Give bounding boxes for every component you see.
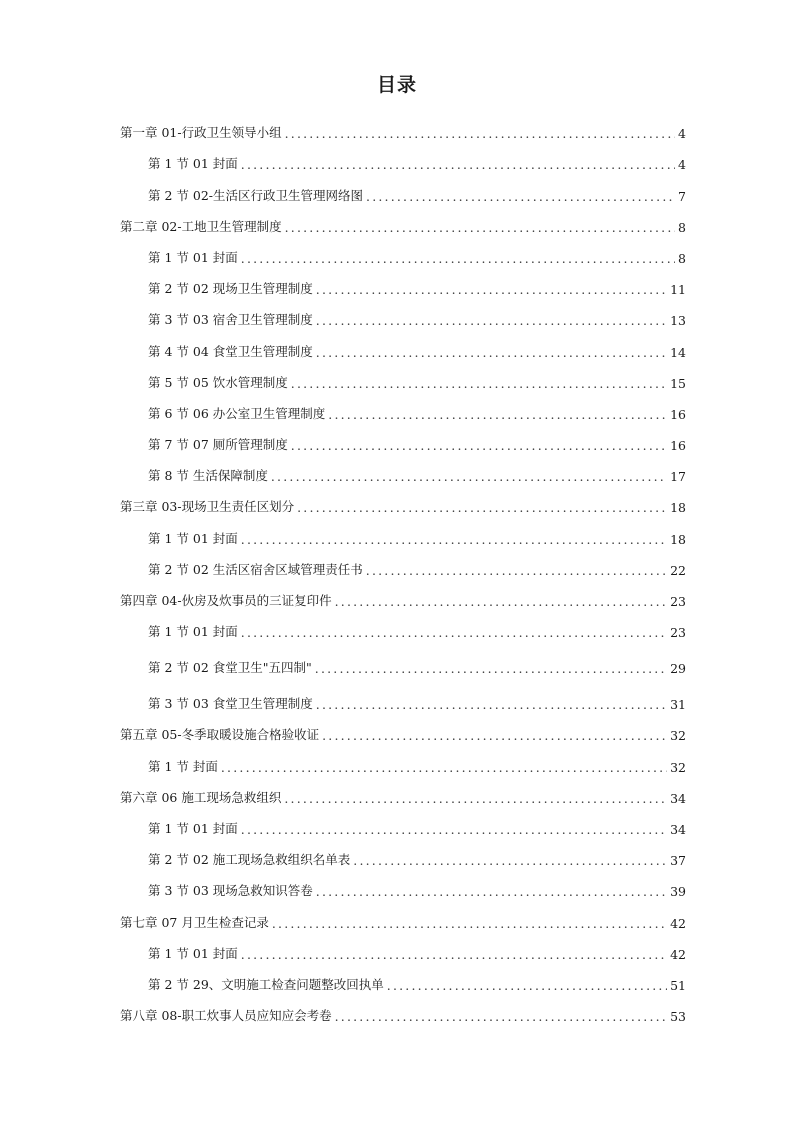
toc-entry-label: 第 5 节 05 饮水管理制度 xyxy=(148,374,288,390)
toc-page-number: 31 xyxy=(670,697,686,713)
toc-section-entry[interactable] xyxy=(120,297,686,328)
toc-page-number: 8 xyxy=(678,250,686,266)
toc-page-number: 7 xyxy=(678,188,686,204)
toc-page-number: 51 xyxy=(670,977,686,993)
toc-entry-label: 第 3 节 03 食堂卫生管理制度 xyxy=(148,696,313,712)
toc-dot-leader xyxy=(285,126,675,141)
toc-page-number: 14 xyxy=(670,344,686,360)
toc-entry-label: 第 1 节 01 封面 xyxy=(148,945,238,961)
toc-entry-label: 第一章 01-行政卫生领导小组 xyxy=(120,125,282,141)
toc-entry-label: 第 2 节 02 施工现场急救组织名单表 xyxy=(148,852,351,868)
page-title: 目录 xyxy=(376,74,417,96)
toc-entry-label: 第七章 07 月卫生检查记录 xyxy=(120,914,269,930)
toc-dot-leader xyxy=(316,313,667,328)
toc-page-number: 53 xyxy=(670,1009,686,1025)
toc-entry-label: 第 3 节 03 宿舍卫生管理制度 xyxy=(148,312,313,328)
toc-page-number: 42 xyxy=(670,915,686,931)
toc-section-entry[interactable] xyxy=(120,328,686,359)
toc-dot-leader xyxy=(366,189,675,204)
toc-dot-leader xyxy=(241,532,667,547)
toc-section-entry[interactable] xyxy=(120,806,686,837)
toc-dot-leader xyxy=(241,822,667,837)
toc-section-entry[interactable] xyxy=(120,453,686,484)
toc-dot-leader xyxy=(328,407,667,422)
toc-section-entry[interactable] xyxy=(120,515,686,546)
toc-page-number: 16 xyxy=(670,438,686,454)
toc-dot-leader xyxy=(387,978,667,993)
toc-page-number: 16 xyxy=(670,406,686,422)
toc-section-entry[interactable] xyxy=(120,422,686,453)
toc-entry-label: 第二章 02-工地卫生管理制度 xyxy=(120,218,282,234)
toc-section-entry[interactable] xyxy=(120,547,686,578)
toc-entry-label: 第 1 节 01 封面 xyxy=(148,156,238,172)
toc-dot-leader xyxy=(316,282,667,297)
toc-page-number: 8 xyxy=(678,219,686,235)
toc-page-number: 29 xyxy=(670,661,686,677)
toc-page-number: 4 xyxy=(678,126,686,142)
toc-section-entry[interactable] xyxy=(120,172,686,203)
toc-entry-label: 第 1 节 01 封面 xyxy=(148,820,238,836)
toc-dot-leader xyxy=(335,1009,667,1024)
toc-entry-label: 第 2 节 29、文明施工检查问题整改回执单 xyxy=(148,976,384,992)
toc-page-number: 39 xyxy=(670,884,686,900)
toc-dot-leader xyxy=(335,594,667,609)
toc-entry-label: 第五章 05-冬季取暖设施合格验收证 xyxy=(120,727,320,743)
toc-section-entry[interactable] xyxy=(120,235,686,266)
toc-entry-label: 第 4 节 04 食堂卫生管理制度 xyxy=(148,343,313,359)
toc-dot-leader xyxy=(316,697,667,712)
toc-dot-leader xyxy=(284,791,667,806)
toc-dot-leader xyxy=(297,500,667,515)
toc-entry-label: 第 1 节 01 封面 xyxy=(148,624,238,640)
toc-section-entry[interactable] xyxy=(120,266,686,297)
toc-page-number: 22 xyxy=(670,562,686,578)
toc-section-entry[interactable] xyxy=(120,743,686,774)
toc-dot-leader xyxy=(241,251,675,266)
toc-page-number: 23 xyxy=(670,625,686,641)
toc-chapter-entry[interactable] xyxy=(120,899,686,930)
toc-chapter-entry[interactable] xyxy=(120,484,686,515)
toc-page-number: 13 xyxy=(670,313,686,329)
toc-dot-leader xyxy=(272,916,667,931)
toc-dot-leader xyxy=(291,376,667,391)
toc-chapter-entry[interactable] xyxy=(120,775,686,806)
toc-section-entry[interactable] xyxy=(120,676,686,712)
toc-entry-label: 第 2 节 02 生活区宿舍区域管理责任书 xyxy=(148,561,363,577)
toc-entry-label: 第四章 04-伙房及炊事员的三证复印件 xyxy=(120,593,332,608)
toc-dot-leader xyxy=(316,884,667,899)
toc-entry-label: 第三章 03-现场卫生责任区划分 xyxy=(120,499,295,515)
toc-dot-leader xyxy=(315,661,667,676)
toc-dot-leader xyxy=(241,157,675,172)
toc-page-number: 17 xyxy=(670,469,686,485)
toc-chapter-entry[interactable] xyxy=(120,993,686,1024)
toc-page-number: 32 xyxy=(670,759,686,775)
toc-entry-label: 第 8 节 生活保障制度 xyxy=(148,468,268,484)
table-of-contents xyxy=(120,110,686,1024)
toc-page-number: 32 xyxy=(670,728,686,744)
toc-chapter-entry[interactable] xyxy=(120,204,686,235)
toc-section-entry[interactable] xyxy=(120,609,686,640)
toc-section-entry[interactable] xyxy=(120,868,686,899)
toc-entry-label: 第 2 节 02 现场卫生管理制度 xyxy=(148,281,313,297)
toc-page-number: 4 xyxy=(678,157,686,173)
toc-dot-leader xyxy=(353,853,667,868)
toc-page-number: 11 xyxy=(670,282,686,298)
toc-entry-label: 第 1 节 01 封面 xyxy=(148,530,238,546)
toc-section-entry[interactable] xyxy=(120,962,686,993)
toc-dot-leader xyxy=(285,220,675,235)
toc-page-number: 37 xyxy=(670,853,686,869)
toc-page-number: 42 xyxy=(670,946,686,962)
toc-entry-label: 第 3 节 03 现场急救知识答卷 xyxy=(148,883,313,899)
toc-page-number: 23 xyxy=(670,594,686,609)
toc-section-entry[interactable] xyxy=(120,141,686,172)
toc-section-entry[interactable] xyxy=(120,640,686,676)
toc-dot-leader xyxy=(271,469,667,484)
toc-dot-leader xyxy=(241,947,667,962)
toc-chapter-entry[interactable] xyxy=(120,578,686,609)
toc-entry-label: 第 1 节 封面 xyxy=(148,758,218,774)
toc-chapter-entry[interactable] xyxy=(120,712,686,743)
toc-dot-leader xyxy=(316,345,667,360)
toc-page-number: 18 xyxy=(670,531,686,547)
toc-section-entry[interactable] xyxy=(120,837,686,868)
toc-entry-label: 第 6 节 06 办公室卫生管理制度 xyxy=(148,405,326,421)
toc-dot-leader xyxy=(291,438,667,453)
toc-page-number: 34 xyxy=(670,821,686,837)
toc-entry-label: 第八章 08-职工炊事人员应知应会考卷 xyxy=(120,1008,332,1024)
toc-entry-label: 第六章 06 施工现场急救组织 xyxy=(120,789,282,805)
toc-dot-leader xyxy=(221,760,667,775)
toc-entry-label: 第 2 节 02 食堂卫生"五四制" xyxy=(148,660,312,676)
toc-chapter-entry[interactable] xyxy=(120,110,686,141)
toc-page-number: 18 xyxy=(670,500,686,516)
toc-page-number: 15 xyxy=(670,375,686,391)
toc-page-number: 34 xyxy=(670,790,686,806)
toc-section-entry[interactable] xyxy=(120,360,686,391)
toc-entry-label: 第 2 节 02-生活区行政卫生管理网络图 xyxy=(148,187,364,203)
toc-entry-label: 第 1 节 01 封面 xyxy=(148,249,238,265)
toc-entry-label: 第 7 节 07 厕所管理制度 xyxy=(148,437,288,453)
toc-section-entry[interactable] xyxy=(120,931,686,962)
toc-dot-leader xyxy=(366,563,667,578)
toc-section-entry[interactable] xyxy=(120,391,686,422)
toc-dot-leader xyxy=(241,625,667,640)
toc-dot-leader xyxy=(322,728,667,743)
